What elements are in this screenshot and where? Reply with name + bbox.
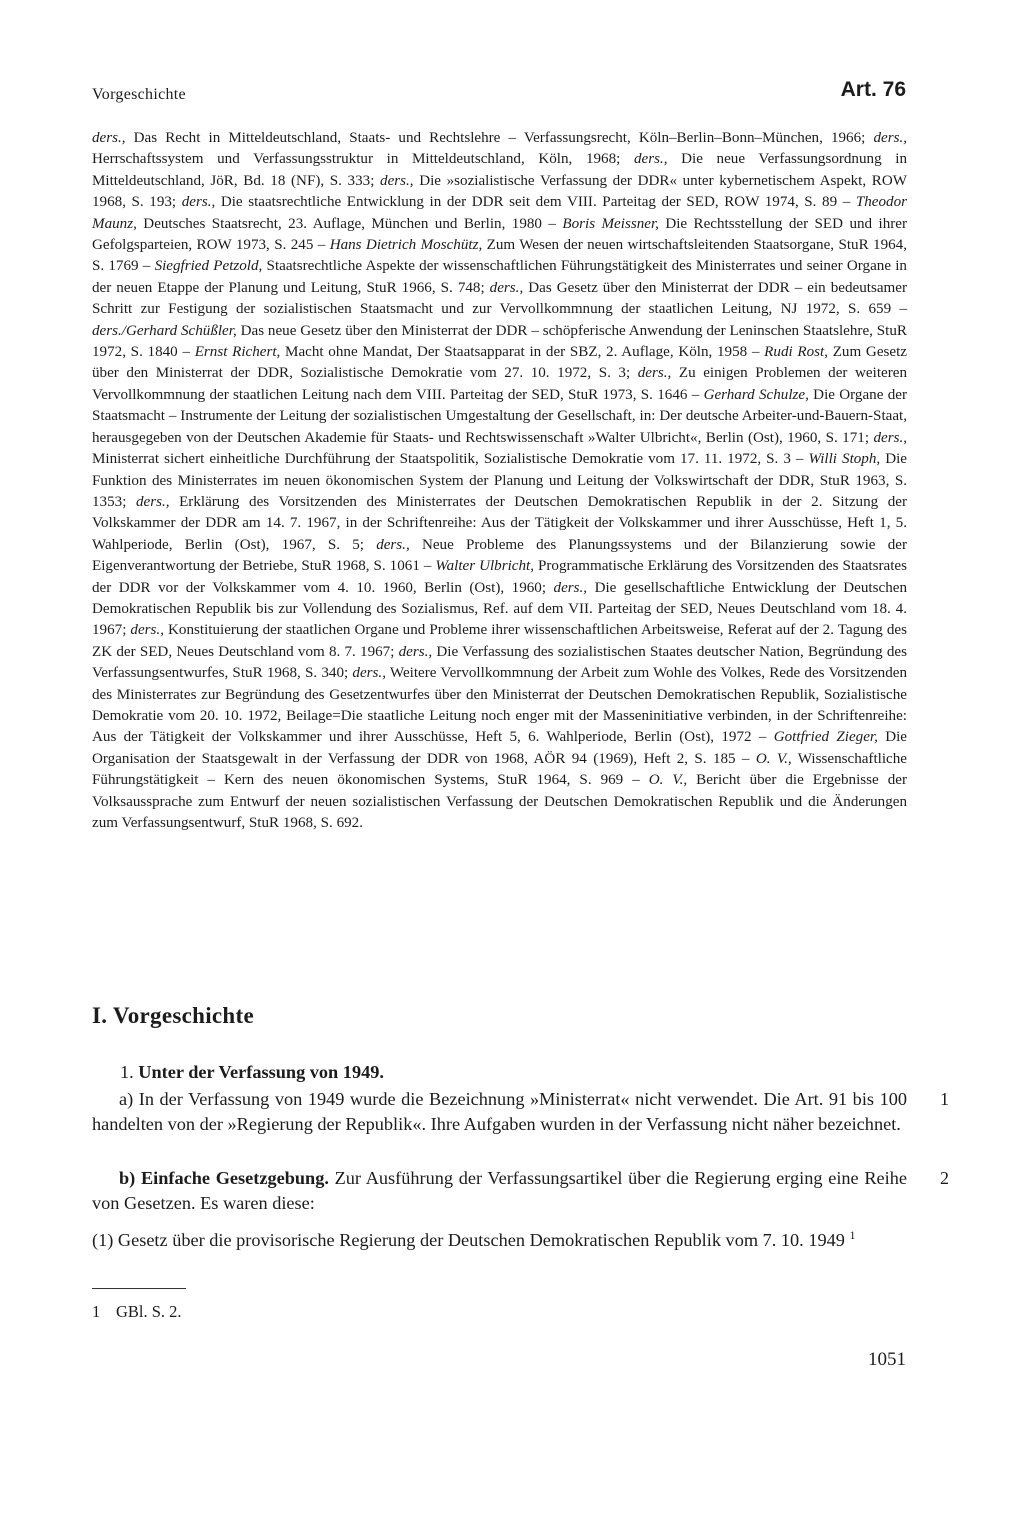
bib-author: Hans Dietrich Moschütz, bbox=[329, 237, 483, 254]
bib-text: Erklärung des Vorsitzenden des Ministerrates der Deutschen Demokratischen Republik in der 2. Sitzung der Volkskammer der DDR am 14. 7. 1967, in der Schriftenreihe: Aus der Tätigkeit der Volkskammer und ihrer Ausschüsse, Heft 1, 5. Wahlperiode, Berlin (Ost), 1967, S. 5; bbox=[92, 493, 908, 553]
bib-text: Zum Gesetz über den Ministerrat der DDR, Sozialistische Demokratie vom 27. 10. 1972, S. 3; bbox=[92, 344, 907, 382]
bib-author: Willi Stoph, bbox=[808, 451, 881, 468]
bib-author: ders./Gerhard Schüßler, bbox=[92, 322, 237, 339]
bib-text: Ministerrat sichert einheitliche Durchführung der Staatspolitik, Sozialistische Demokratie vom 17. 11. 1972, S. 3 – bbox=[92, 451, 809, 468]
bib-text: Macht ohne Mandat, Der Staatsapparat in der SBZ, 2. Auflage, Köln, 1958 – bbox=[280, 344, 765, 361]
bib-author: Gerhard Schulze, bbox=[703, 386, 809, 403]
bib-author: Siegfried Petzold, bbox=[154, 258, 263, 275]
bib-author: ders., bbox=[637, 365, 672, 382]
bib-author: ders., bbox=[92, 130, 126, 146]
article-number: Art. 76 bbox=[840, 78, 906, 101]
bib-author: O. V., bbox=[755, 750, 792, 767]
bib-text: Neue Probleme des Planungssystems und der Bilanzierung sowie der Eigenverantwortung der Betriebe, StuR 1968, S. 1061 – bbox=[92, 536, 907, 575]
footnote-reference[interactable]: 1 bbox=[849, 1227, 856, 1242]
bib-text: Weitere Vervollkommnung der Arbeit zum Wohle des Volkes, Rede des Vorsitzenden des Ministerrates zur Begründung des Gesetzentwurfes über den Ministerrat der Deutschen Demokratischen Republik, Sozialistische Demokratie vom 20. 10. 1972, Beilage=Die staatliche Leitung noch enger mit der Masseninitiative verbinden, in der Schriftenreihe: Aus der Tätigkeit der Volkskammer und ihrer Ausschüsse, Heft 5, 6. Wahlperiode, Berlin (Ost), 1972 – bbox=[92, 665, 907, 746]
bib-text: Staatsrechtliche Aspekte der wissenschaftlichen Führungstätigkeit des Ministerrates und seiner Organe in der neuen Etappe der Planung und Leitung, StuR 1966, S. 748; bbox=[92, 258, 907, 296]
bib-author: ders., bbox=[181, 194, 216, 211]
subsection-number: 1. bbox=[120, 1062, 134, 1082]
paragraph-b-lead: b) Einfache Gesetzgebung. bbox=[119, 1168, 329, 1188]
bib-text: Die gesellschaftliche Entwicklung der Deutschen Demokratischen Republik bis zur Vollendung des Sozialismus, Ref. auf dem VII. Parteitag der SED, Neues Deutschland vom 18. 4. 1967; bbox=[92, 579, 907, 639]
list-item bbox=[92, 1228, 907, 1253]
bib-author: ders., bbox=[873, 429, 907, 446]
bib-author: Walter Ulbricht, bbox=[435, 558, 535, 575]
bibliography-block bbox=[92, 128, 907, 834]
bib-author: ders., bbox=[135, 493, 170, 510]
page-number: 1051 bbox=[868, 1349, 906, 1370]
paragraph-b-text: Zur Ausführung der Verfassungsartikel über die Regierung erging eine Reihe von Gesetzen. Es waren diese: bbox=[92, 1168, 908, 1213]
section-title: I. Vorgeschichte bbox=[92, 1003, 254, 1028]
footnote bbox=[92, 1302, 182, 1322]
bib-author: ders., bbox=[489, 279, 524, 296]
margin-number-1: 1 bbox=[940, 1089, 949, 1109]
bib-text: Die Organe der Staatsmacht – Instrumente der Leitung der sozialistischen Umgestaltung der Gesellschaft, in: Der deutsche Arbeiter-und-Bauern-Staat, herausgegeben von der Deutschen Akademie für Staats- und Rechtswissenschaft »Walter Ulbricht«, Berlin (Ost), 1960, S. 171; bbox=[92, 386, 907, 446]
bib-text: Deutsches Staatsrecht, 23. Auflage, München und Berlin, 1980 – bbox=[136, 215, 563, 232]
list-item-text: (1) Gesetz über die provisorische Regierung der Deutschen Demokratischen Republik vom 7. 10. 1949 bbox=[92, 1230, 845, 1250]
bib-author: ders., bbox=[633, 151, 668, 168]
paragraph-b bbox=[92, 1166, 907, 1216]
subsection-title: Unter der Verfassung von 1949. bbox=[138, 1062, 384, 1082]
bib-text: Die »sozialistische Verfassung der DDR« unter kybernetischem Aspekt, ROW 1968, S. 193; bbox=[92, 172, 907, 211]
bib-text: Die staatsrechtliche Entwicklung in der DDR seit dem VIII. Parteitag der SED, ROW 1974, S. 89 – bbox=[215, 194, 856, 211]
bib-author: Boris Meissner, bbox=[562, 215, 659, 232]
bib-author: Theodor Maunz, bbox=[92, 194, 907, 232]
bib-text: Wissenschaftliche Führungstätigkeit – Kern des neuen ökonomischen Systems, StuR 1964, S. 969 – bbox=[92, 750, 907, 789]
bib-author: Rudi Rost, bbox=[764, 344, 828, 361]
paragraph-a: a) In der Verfassung von 1949 wurde die Bezeichnung »Ministerrat« nicht verwendet. Die Art. 91 bis 100 handelten von der »Regierung der Republik«. Ihre Aufgaben wurden in der Verfassung nicht näher bezeichnet. bbox=[92, 1089, 907, 1134]
running-head: Vorgeschichte bbox=[92, 86, 186, 103]
bib-text: Bericht über die Ergebnisse der Volksaussprache zum Entwurf der neuen sozialistischen Verfassung der Deutschen Demokratischen Republik und die Änderungen zum Verfassungsentwurf, StuR 1968, S. 692. bbox=[92, 772, 907, 831]
bib-author: ders., bbox=[352, 665, 386, 682]
bib-author: ders., bbox=[553, 579, 588, 596]
bib-author: ders., bbox=[380, 172, 414, 189]
bib-text: Zu einigen Problemen der weiteren Vervollkommnung der staatlichen Leitung nach dem VIII. Parteitag der SED, StuR 1973, S. 1646 – bbox=[92, 365, 907, 403]
bib-author: O. V., bbox=[648, 772, 688, 789]
bib-text: Das neue Gesetz über den Ministerrat der DDR – schöpferische Anwendung der Leninschen Staatslehre, StuR 1972, S. 1840 – bbox=[92, 322, 907, 361]
bib-author: ders., bbox=[130, 622, 164, 639]
bib-author: Ernst Richert, bbox=[194, 344, 281, 361]
bib-text: Programmatische Erklärung des Vorsitzenden des Staatsrates der DDR vor der Volkskammer vom 4. 10. 1960, Berlin (Ost), 1960; bbox=[92, 558, 907, 596]
footnote-number: 1 bbox=[92, 1302, 101, 1321]
bib-text: Die Verfassung des sozialistischen Staates deutscher Nation, Begründung des Verfassungsentwurfes, StuR 1968, S. 340; bbox=[92, 643, 907, 682]
footnote-divider bbox=[92, 1288, 186, 1289]
bib-text: Herrschaftssystem und Verfassungsstruktur in Mitteldeutschland, Köln, 1968; bbox=[92, 151, 634, 168]
bib-text: Das Gesetz über den Ministerrat der DDR – ein bedeutsamer Schritt zur Festigung der sozialistischen Staatsmacht und zur Vervollkommnung der staatlichen Leitung, NJ 1972, S. 659 – bbox=[92, 279, 907, 318]
subsection-heading bbox=[120, 1062, 384, 1083]
bib-author: ders., bbox=[873, 130, 907, 146]
bib-text: Die Rechtsstellung der SED und ihrer Gefolgsparteien, ROW 1973, S. 245 – bbox=[92, 215, 907, 254]
bib-text: Das Recht in Mitteldeutschland, Staats- und Rechtslehre – Verfassungsrecht, Köln–Berlin–Bonn–München, 1966; bbox=[125, 130, 874, 146]
bib-text: Die Funktion des Ministerrates im neuen ökonomischen System der Planung und Leitung der Volkswirtschaft der DDR, StuR 1963, S. 1353; bbox=[92, 451, 907, 510]
bib-author: Gottfried Zieger, bbox=[773, 729, 878, 746]
bib-author: ders., bbox=[376, 536, 410, 553]
bib-text: Die Organisation der Staatsgewalt in der Verfassung der DDR von 1968, AÖR 94 (1969), Heft 2, S. 185 – bbox=[92, 729, 907, 767]
margin-number-2: 2 bbox=[940, 1168, 949, 1188]
bib-text: Konstituierung der staatlichen Organe und Probleme ihrer wissenschaftlichen Arbeitsweise, Referat auf der 2. Tagung des ZK der SED, Neues Deutschland vom 8. 7. 1967; bbox=[92, 622, 907, 660]
bib-author: ders., bbox=[398, 643, 433, 660]
bib-text: Die neue Verfassungsordnung in Mitteldeutschland, JöR, Bd. 18 (NF), S. 333; bbox=[92, 151, 907, 189]
footnote-text: GBl. S. 2. bbox=[116, 1302, 182, 1321]
bib-text: Zum Wesen der neuen wirtschaftsleitenden Staatsorgane, StuR 1964, S. 1769 – bbox=[92, 237, 907, 275]
